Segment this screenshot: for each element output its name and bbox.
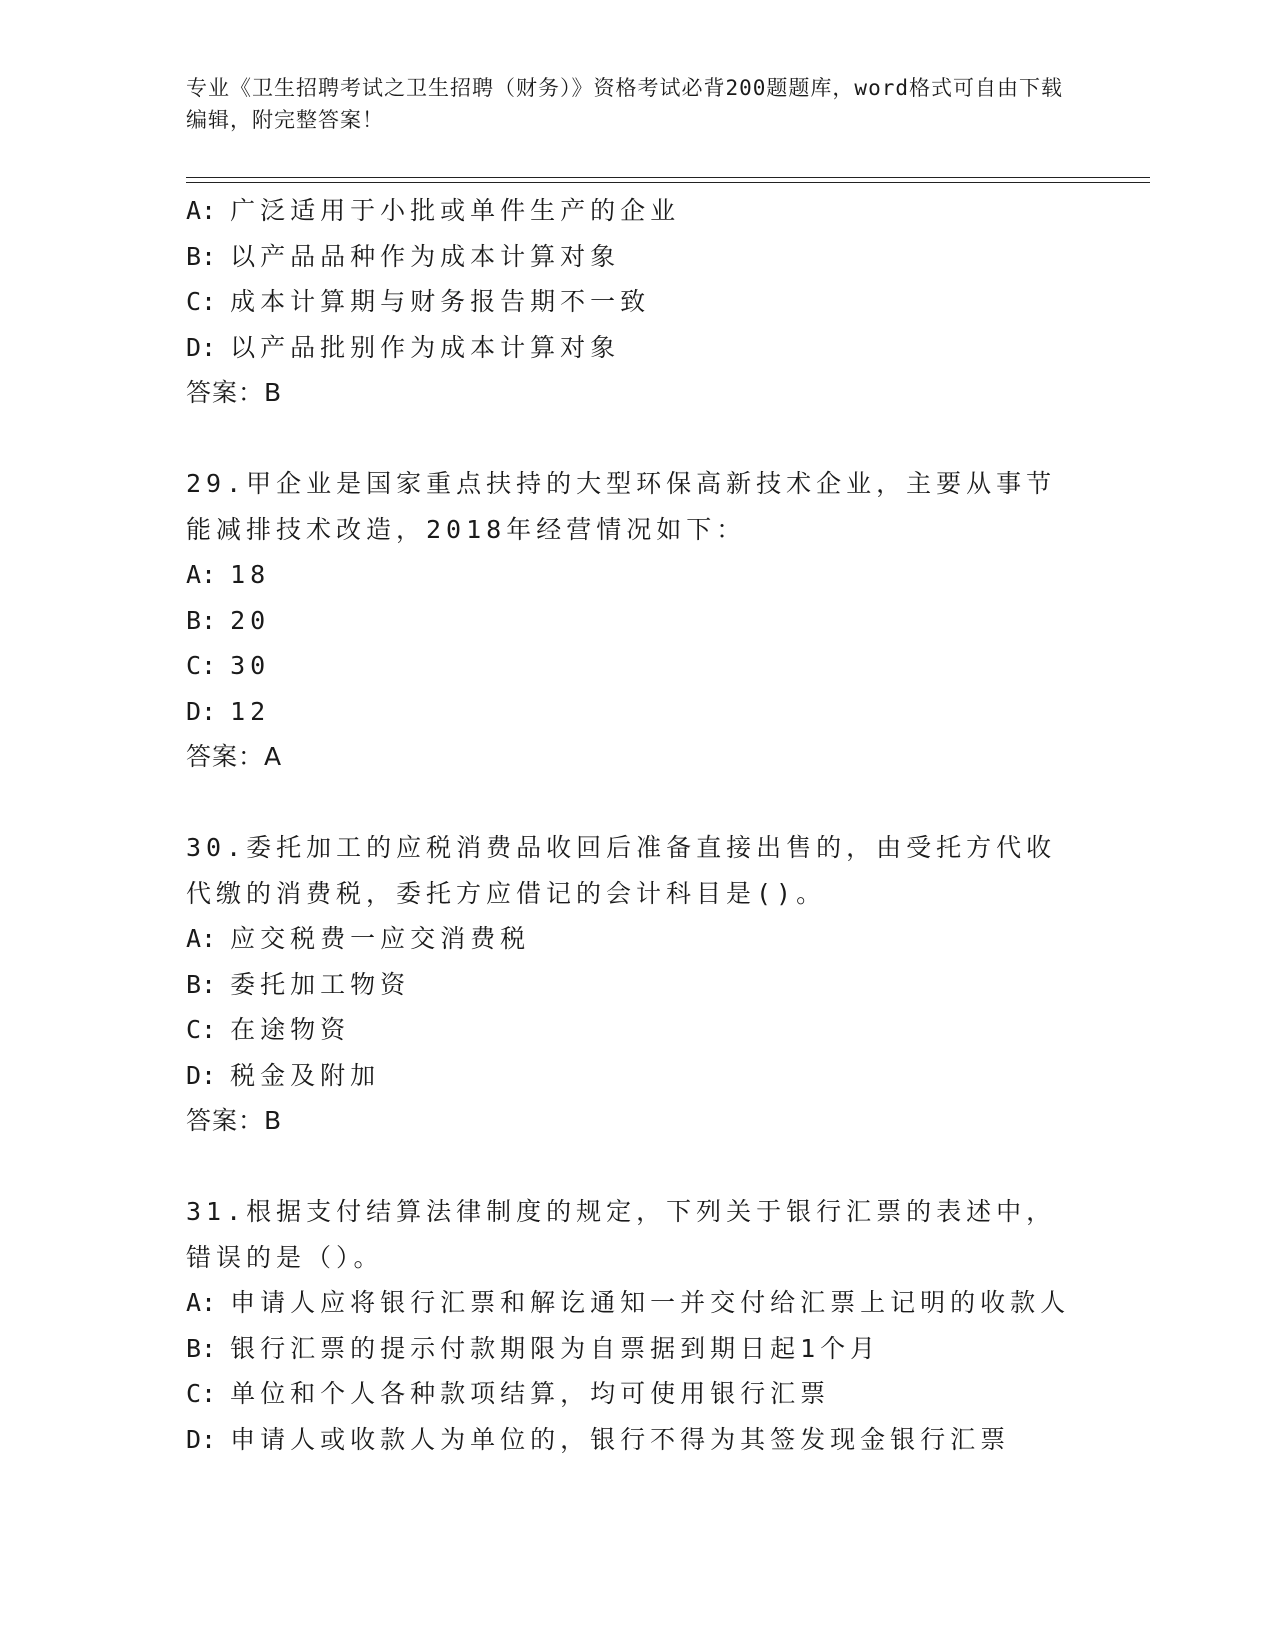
option-b: B: 20: [186, 605, 271, 635]
option-c: C: 单位和个人各种款项结算，均可使用银行汇票: [186, 1379, 831, 1408]
header-rule-top: [186, 177, 1150, 178]
option-d: D: 12: [186, 696, 271, 726]
header-rule-bottom: [186, 182, 1150, 183]
option-b: B: 以产品品种作为成本计算对象: [186, 241, 621, 271]
option-a: A: 应交税费一应交消费税: [186, 924, 531, 953]
option-d: D: 申请人或收款人为单位的，银行不得为其签发现金银行汇票: [186, 1424, 1011, 1454]
spacer: [186, 1144, 1086, 1190]
answer-line: 答案：B: [186, 1106, 283, 1135]
option-c: C: 成本计算期与财务报告期不一致: [186, 287, 651, 316]
option-d: D: 以产品批别作为成本计算对象: [186, 332, 621, 362]
spacer: [186, 780, 1086, 826]
answer-line: 答案：B: [186, 378, 283, 407]
question-block-29: [186, 461, 1086, 780]
option-a: A: 申请人应将银行汇票和解讫通知一并交付给汇票上记明的收款人: [186, 1288, 1071, 1317]
question-content: [186, 188, 1086, 1462]
option-a: A: 广泛适用于小批或单件生产的企业: [186, 196, 681, 225]
question-block-28: [186, 188, 1086, 416]
option-b: B: 委托加工物资: [186, 969, 411, 999]
option-c: C: 在途物资: [186, 1015, 351, 1044]
option-b: B: 银行汇票的提示付款期限为自票据到期日起1个月: [186, 1333, 881, 1363]
spacer: [186, 416, 1086, 462]
option-d: D: 税金及附加: [186, 1060, 381, 1090]
answer-line: 答案：A: [186, 742, 283, 771]
question-stem: 30.委托加工的应税消费品收回后准备直接出售的，由受托方代收代缴的消费税，委托方应借记的会计科目是()。: [186, 833, 1057, 908]
option-a: A: 18: [186, 560, 271, 589]
document-header: 专业《卫生招聘考试之卫生招聘（财务）》资格考试必背200题题库，word格式可自由下载编辑，附完整答案！: [186, 76, 1063, 132]
option-c: C: 30: [186, 651, 271, 680]
question-block-30: [186, 825, 1086, 1144]
question-stem: 31.根据支付结算法律制度的规定，下列关于银行汇票的表述中，错误的是（）。: [186, 1197, 1057, 1272]
question-block-31: [186, 1189, 1086, 1462]
question-stem: 29.甲企业是国家重点扶持的大型环保高新技术企业，主要从事节能减排技术改造，2018年经营情况如下：: [186, 469, 1057, 544]
